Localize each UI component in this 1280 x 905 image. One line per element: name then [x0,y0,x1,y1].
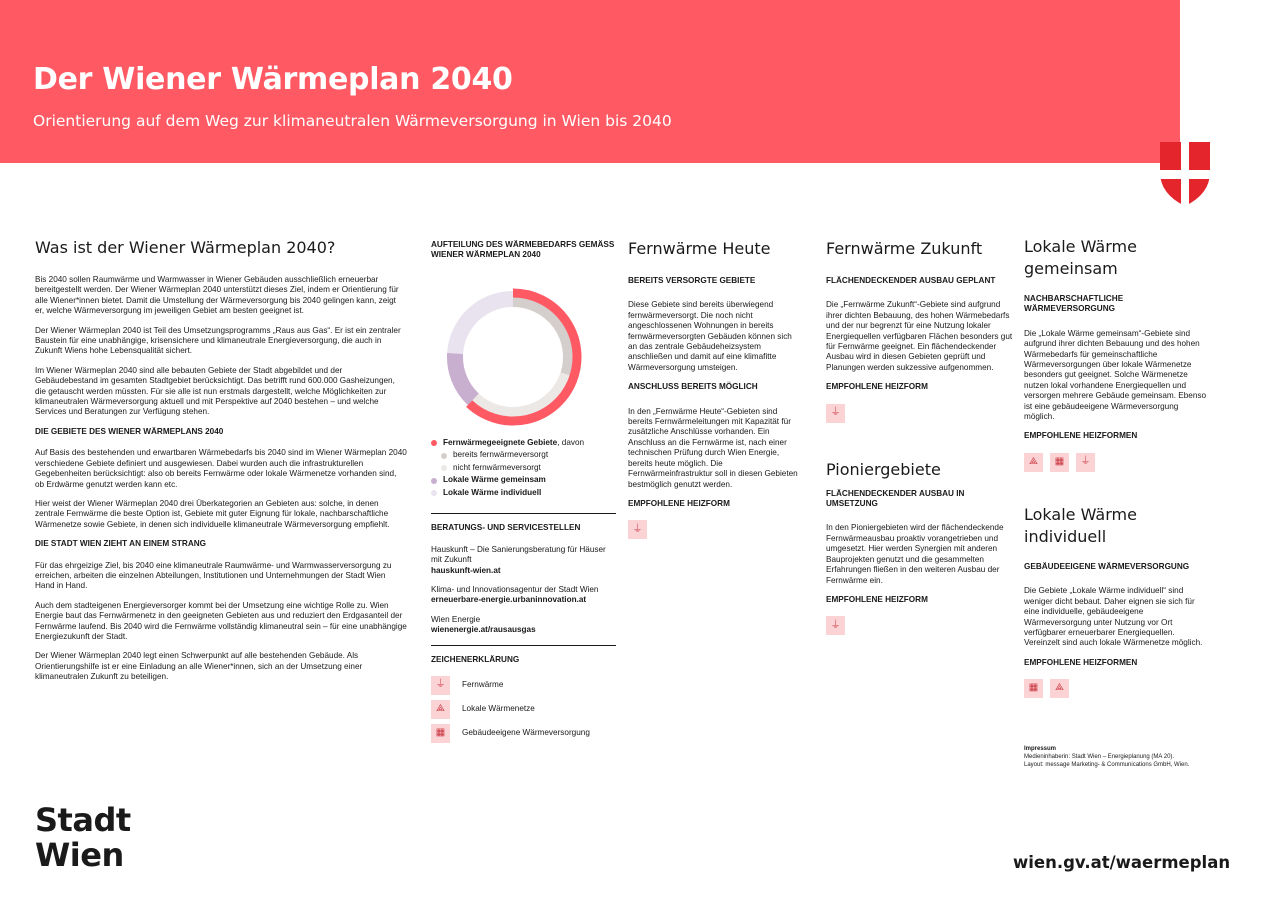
intro-paragraph: Auf Basis des bestehenden und erwartbaren Wärmebedarfs bis 2040 sind im Wiener Wärmeplan 2040 verschiedene Gebiete definiert und ausgewiesen. Dabei wurden auch die infrastrukturellen Gegebenheiten berücksichtigt: also ob bereits Fernwärme oder lokale Wärmenetze vorhanden sind, ob Erdwärme genutzt werden kann etc. [35,448,407,489]
legend-dot [441,465,447,471]
legend-label: bereits fernwärmeversorgt [453,450,549,460]
key-item-gebaeude [431,724,616,743]
service-link-hauskunft[interactable]: hauskunft-wien.at [431,565,501,575]
zukunft-column [826,238,1014,635]
service-link-wienenergie[interactable]: wienenergie.at/rausausgas [431,625,536,635]
impressum [1024,745,1210,769]
header-banner [0,0,1180,163]
intro-paragraph: Der Wiener Wärmeplan 2040 ist Teil des Umsetzungsprogramms „Raus aus Gas“. Er ist ein zentraler Baustein für eine unabhängige, krisensichere und klimaneutrale Energieversorgung, die auch in Zukunft Wiens hohe Lebensqualität sichert. [35,325,401,356]
key-item-fernwaerme [431,676,616,695]
gemeinsam-empf-heading: EMPFOHLENE HEIZFORMEN [1024,431,1138,441]
stadt-wien-logo [35,803,131,873]
gemeinsam-paragraph: Die „Lokale Wärme gemeinsam“-Gebiete sind aufgrund ihrer dichten Bebauung und des hohen Wärmebedarfs für gemeinschaftliche Wärmeversorgungen über lokale Wärmenetze besonders gut geeignet. Solche Wärmenetze nutzen lokal vorhandene Energiequellen und versorgen mehrere Gebäude gemeinsam. Ebenso ist eine gebäudeeigene Wärmeversorgung möglich. [1024,328,1207,422]
individuell-empf-heading: EMPFOHLENE HEIZFORMEN [1024,657,1138,667]
intro-column [35,237,407,692]
donut-slice-2 [455,353,473,399]
fernwaerme-icon: ⏚ [826,616,845,635]
donut-chart [443,287,583,427]
lokale-waerme-column [1024,236,1210,698]
section-heading-strang: DIE STADT WIEN ZIEHT AN EINEM STRANG [35,539,207,549]
page-title: Der Wiener Wärmeplan 2040 [33,62,513,97]
zukunft-heizformen [826,404,1014,423]
pionier-heading: Pioniergebiete [826,459,941,479]
impressum-line: Layout: message Marketing- & Communications GmbH, Wien. [1024,762,1190,768]
pionier-heizformen [826,616,1014,635]
impressum-heading: Impressum [1024,746,1057,752]
pionier-empf-heading: EMPFOHLENE HEIZFORM [826,594,928,604]
heute-heading: Fernwärme Heute [628,239,771,258]
intro-paragraph: Bis 2040 sollen Raumwärme und Warmwasser in Wiener Gebäuden ausschließlich erneuerbar bereitgestellt werden. Der Wiener Wärmeplan 2040 unterstützt dieses Ziel, indem er Orientierung für alle Wiener*innen bietet. Damit die Umstellung der Wärmeversorgung bis 2040 gelingen kann, zeigt er, welche Wärmeversorgung im jeweiligen Gebiet am besten geeignet ist. [35,275,399,316]
gemeinsam-heading: Lokale Wärme gemeinsam [1024,237,1137,278]
service-text: Klima- und Innovationsagentur der Stadt Wien [431,584,599,594]
heute-subheading: ANSCHLUSS BEREITS MÖGLICH [628,382,758,392]
gemeinsam-subheading: NACHBARSCHAFTLICHE WÄRMEVERSORGUNG [1024,294,1124,314]
pionier-paragraph: In den Pioniergebieten wird der flächendeckende Fernwärmeausbau proaktiv vorangetrieben und umgesetzt. Hier werden Synergien mit anderen Bauprojekten genutzt und die gesammelten Erfahrungen fließen in den weiteren Ausbau der Fernwärme ein. [826,523,1004,585]
key-item-lokal [431,700,616,719]
legend-item-individuell [431,487,616,500]
individuell-paragraph: Die Gebiete „Lokale Wärme individuell“ sind weniger dicht bebaut. Daher eignen sie sich für eine individuelle, gebäudeeigene Wärmeversorgung unter Nutzung vor Ort verfügbarer erneuerbarer Energiequellen. Vereinzelt sind auch lokale Wärmenetze möglich. [1024,586,1203,648]
logo-line: Stadt [35,801,131,839]
key-label: Gebäudeeigene Wärmeversorgung [462,728,590,738]
individuell-subheading: GEBÄUDEEIGENE WÄRMEVERSORGUNG [1024,561,1190,571]
service-text: Hauskunft – Die Sanierungsberatung für Häuser mit Zukunft [431,544,606,565]
zukunft-subheading: FLÄCHENDECKENDER AUSBAU GEPLANT [826,276,996,285]
zukunft-heading: Fernwärme Zukunft [826,239,983,258]
zukunft-empf-heading: EMPFOHLENE HEIZFORM [826,382,928,392]
divider [431,645,616,646]
heute-paragraph: In den „Fernwärme Heute“-Gebieten sind bereits Fernwärmeleitungen mit Kapazität für zusätzliche Anschlüsse vorhanden. Ein Anschluss an die Fernwärme ist, nach einer technischen Prüfung durch Wien Energie, bereits heute möglich. Die Fernwärmeinfrastruktur soll in diesen Gebieten bestmöglich genutzt werden. [628,406,798,489]
intro-paragraph: Für das ehrgeizige Ziel, bis 2040 eine klimaneutrale Raumwärme- und Warmwasserversorgung zu erreichen, arbeiten die einzelnen Abteilungen, Institutionen und Unternehmungen der Stadt Wien Hand in Hand. [35,560,392,591]
fernwaerme-icon: ⏚ [826,404,845,423]
fernwaerme-icon: ⏚ [1076,453,1095,472]
impressum-line: Medieninhaberin: Stadt Wien – Energieplanung (MA 20). [1024,754,1175,760]
lokale-waermenetze-icon: ⟁ [1024,453,1043,472]
legend-dot [431,440,437,446]
intro-paragraph: Der Wiener Wärmeplan 2040 legt einen Schwerpunkt auf alle bestehenden Gebäude. Als Orientierungshilfe ist er eine Einladung an alle Wiener*innen, sich an der Umsetzung einer klimaneutralen Zukunft zu beteiligen. [35,651,363,682]
intro-paragraph: Auch dem stadteigenen Energieversorger kommt bei der Umsetzung eine wichtige Rolle zu. Wien Energie baut das Fernwärmenetz in den geeigneten Gebieten aus und reduziert den Erdgasanteil der Fernwärme laufend. Bis 2040 wird die Fernwärme vollständig klimaneutral sein – für eine unabhängige Energiezukunft der Stadt. [35,600,407,641]
legend-item-fernwaerme [431,437,616,450]
heute-subheading: BEREITS VERSORGTE GEBIETE [628,276,756,285]
key-heading: ZEICHENERKLÄRUNG [431,654,520,664]
legend-dot [431,478,437,484]
chart-title: AUFTEILUNG DES WÄRMEBEDARFS GEMÄSS WIENER WÄRMEPLAN 2040 [431,240,615,260]
intro-heading: Was ist der Wiener Wärmeplan 2040? [35,238,336,257]
legend-label: Lokale Wärme gemeinsam [443,475,546,485]
heute-empf-heading: EMPFOHLENE HEIZFORM [628,498,730,508]
logo-line: Wien [35,836,124,874]
legend-label: Fernwärmegeeignete Gebiete [443,437,558,447]
heute-column [628,238,798,539]
chart-legend [431,437,616,500]
section-heading-gebiete: DIE GEBIETE DES WIENER WÄRMEPLANS 2040 [35,426,224,436]
gebaeude-icon: ▦ [1050,453,1069,472]
service-text: Wien Energie [431,614,481,624]
key-label: Fernwärme [462,680,504,690]
wien-crest-icon [1160,142,1210,206]
legend-item-gemeinsam [431,474,616,487]
services-heading: BERATUNGS- UND SERVICESTELLEN [431,523,581,533]
gebaeude-icon: ▦ [431,724,450,743]
lokale-waermenetze-icon: ⟁ [1050,679,1069,698]
key-label: Lokale Wärmenetze [462,704,535,714]
service-link-urbaninnovation[interactable]: erneuerbare-energie.urbaninnovation.at [431,595,587,605]
legend-item-bereits [431,449,616,462]
gemeinsam-heizformen [1024,453,1210,472]
lokale-waermenetze-icon: ⟁ [431,700,450,719]
gebaeude-icon: ▦ [1024,679,1043,698]
divider [431,513,616,514]
legend-item-nicht [431,462,616,475]
fernwaerme-icon: ⏚ [431,676,450,695]
legend-dot [431,490,437,496]
heute-heizformen [628,520,798,539]
intro-paragraph: Im Wiener Wärmeplan 2040 sind alle bebauten Gebiete der Stadt abgebildet und der Gebäudebestand im gesamten Stadtgebiet berücksichtigt. Das betrifft rund 600.000 Gasheizungen, die getauscht werden müssten. Für sie alle ist nun erstmals dargestellt, welche Möglichkeiten zur klimaneutralen Wärmeversorgung aktuell und mit Perspektive auf 2040 bestehen – und welche Services und Beratungen zur Verfügung stehen. [35,365,395,417]
individuell-heading: Lokale Wärme individuell [1024,504,1137,546]
heute-paragraph: Diese Gebiete sind bereits überwiegend fernwärmeversorgt. Die noch nicht angeschlossenen Wohnungen in bereits fernwärmeversorgten Gebäuden können sich an das zentrale Gebäudeheizsystem anschließen und damit auf eine klimafitte Wärmeversorgung umsteigen. [628,300,792,372]
page-subtitle: Orientierung auf dem Weg zur klimaneutralen Wärmeversorgung in Wien bis 2040 [33,112,672,130]
chart-column [431,240,616,748]
fernwaerme-icon: ⏚ [628,520,647,539]
pionier-subheading: FLÄCHENDECKENDER AUSBAU IN UMSETZUNG [826,488,965,509]
legend-label: nicht fernwärmeversorgt [453,462,541,472]
legend-dot [441,453,447,459]
legend-label: Lokale Wärme individuell [443,487,542,497]
intro-paragraph: Hier weist der Wiener Wärmeplan 2040 drei Überkategorien an Gebieten aus: solche, in denen zentrale Fernwärme die beste Option ist, Gebiete mit guter Eignung für lokale, nachbarschaftliche Wärmenetze sowie Gebiete, in denen sich individuelle klimaneutrale Wärmeversorgung empfiehlt. [35,498,390,529]
footer-url-link[interactable]: wien.gv.at/waermeplan [1013,853,1231,872]
legend-label-suffix: , davon [557,437,585,447]
zukunft-paragraph: Die „Fernwärme Zukunft“-Gebiete sind aufgrund ihrer dichten Bebauung, des hohen Wärmebedarfs und der nur begrenzt für eine Nutzung lokaler Energiequellen verfügbaren Flächen besonders gut für Fernwärme geeignet. Ein flächendeckender Ausbau wird in diesen Gebieten geprüft und Planungen werden sukzessive aufgenommen. [826,300,1013,372]
individuell-heizformen [1024,679,1210,698]
donut-slice-3 [455,299,513,353]
